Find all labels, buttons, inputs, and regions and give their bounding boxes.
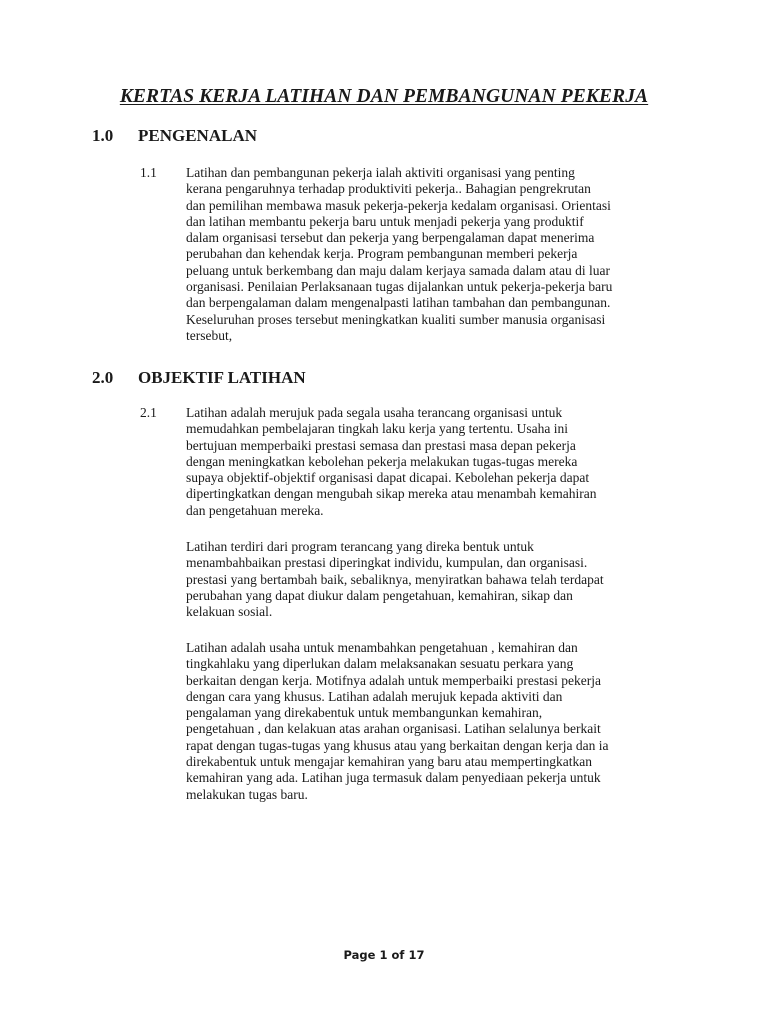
section-number: 2.0 <box>92 368 114 387</box>
section-number: 1.0 <box>92 126 114 145</box>
section-title: PENGENALAN <box>138 126 258 145</box>
paragraph-objektif-2: Latihan terdiri dari program terancang yang direka bentuk untuk menambahbaikan prestasi diperingkat individu, kumpulan, dan organisasi. prestasi yang bertambah baik, sebaliknya, menyiratkan bahawa telah terdapat perubahan yang dapat diukur dalam pengetahuan, kemahiran, sikap dan kelakuan sosial. <box>186 539 604 620</box>
section-heading-pengenalan <box>92 126 257 146</box>
paragraph-pengenalan: Latihan dan pembangunan pekerja ialah aktiviti organisasi yang penting kerana pengaruhnya terhadap produktiviti pekerja.. Bahagian pengrekrutan dan pemilihan membawa masuk pekerja-pekerja kedalam organisasi. Orientasi dan latihan membantu pekerja baru untuk menjadi pekerja yang produktif dalam organisasi tersebut dan pekerja yang berpengalaman dapat menerima perubahan dan kehendak kerja. Program pembangunan memberi pekerja peluang untuk berkembang dan maju dalam kerjaya samada dalam atau di luar organisasi. Penilaian Perlaksanaan tugas dijalankan untuk pekerja-pekerja baru dan berpengalaman dalam mengenalpasti latihan tambahan dan pembangunan. Keseluruhan proses tersebut meningkatkan kualiti sumber manusia organisasi tersebut, <box>186 165 613 343</box>
subsection-number: 2.1 <box>140 405 157 420</box>
section-title: OBJEKTIF LATIHAN <box>138 368 306 387</box>
total-pages: 17 <box>408 948 425 962</box>
page-separator: of <box>391 948 405 962</box>
page-label: Page <box>343 948 376 962</box>
paragraph-objektif-3: Latihan adalah usaha untuk menambahkan pengetahuan , kemahiran dan tingkahlaku yang diperlukan dalam melaksanakan sesuatu perkara yang berkaitan dengan kerja. Motifnya adalah untuk memperbaiki prestasi pekerja dengan cara yang khusus. Latihan adalah merujuk kepada aktiviti dan pengalaman yang direkabentuk untuk membangunkan kemahiran, pengetahuan , dan kelakuan atas arahan organisasi. Latihan selalunya berkait rapat dengan tugas-tugas yang khusus atau yang berkaitan dengan kerja dan ia direkabentuk untuk mengajar kemahiran yang baru atau mempertingkatkan kemahiran yang ada. Latihan juga termasuk dalam penyediaan pekerja untuk melakukan tugas baru. <box>186 640 609 802</box>
section-heading-objektif-latihan <box>92 368 306 388</box>
paragraph-objektif-1: Latihan adalah merujuk pada segala usaha terancang organisasi untuk memudahkan pembelajaran tingkah laku kerja yang tertentu. Usaha ini bertujuan memperbaiki prestasi semasa dan prestasi masa depan pekerja dengan meningkatkan kebolehan pekerja melakukan tugas-tugas mereka supaya objektif-objektif organisasi dapat dicapai. Kebolehan pekerja dapat dipertingkatkan dengan mengubah sikap mereka atau menambah kemahiran dan pengetahuan mereka. <box>186 405 597 518</box>
document-title: KERTAS KERJA LATIHAN DAN PEMBANGUNAN PEKERJA <box>119 86 649 107</box>
current-page: 1 <box>379 948 388 962</box>
page-number-footer <box>0 948 768 962</box>
subsection-number: 1.1 <box>140 165 157 180</box>
